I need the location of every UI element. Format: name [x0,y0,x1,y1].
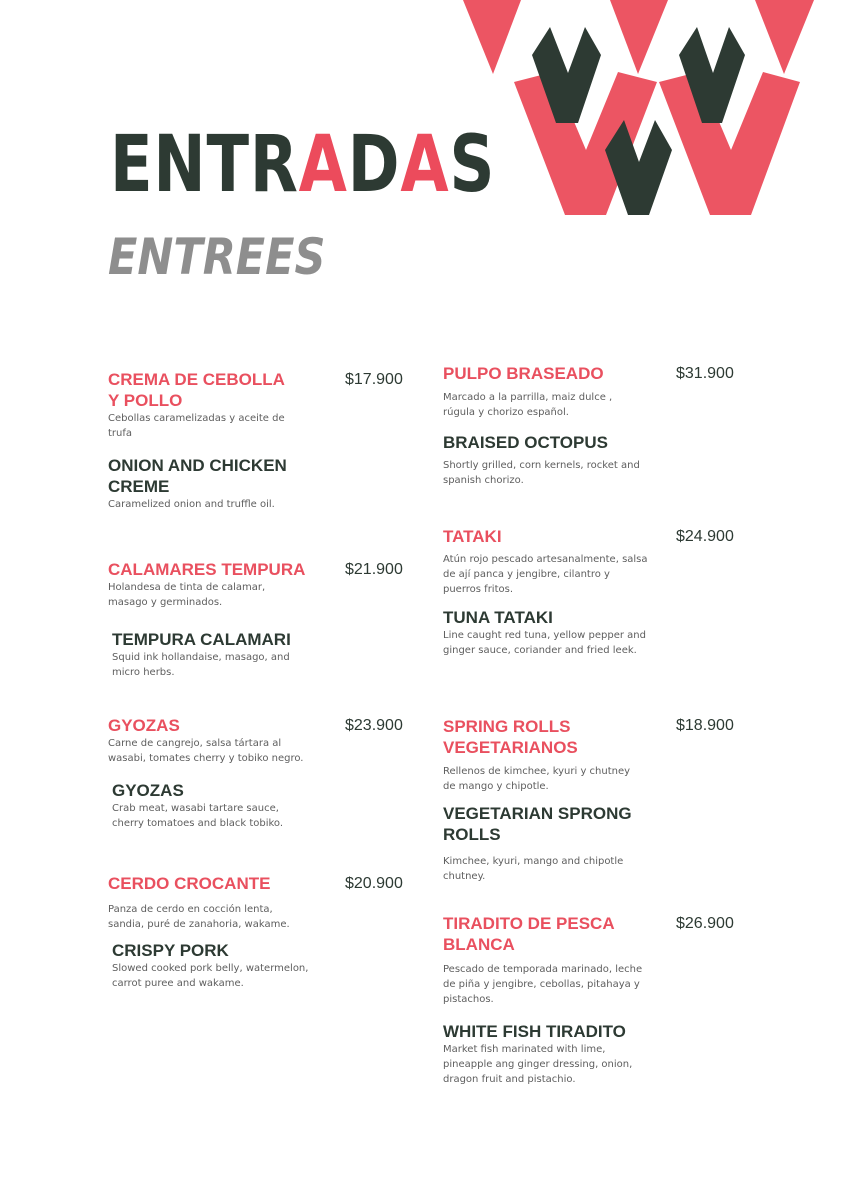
dish-price: $23.900 [345,717,403,734]
page-title-english: ENTREES [108,228,326,286]
dish-description-en: Market fish marinated with lime, pineapple ang ginger dressing, onion, dragon fruit and pistachio. [443,1044,633,1085]
dish-description-en: Line caught red tuna, yellow pepper and ginger sauce, coriander and fried leek. [443,630,646,656]
dish-name-es: GYOZAS [108,716,180,735]
dish-description-es: Cebollas caramelizadas y aceite de trufa [108,413,285,439]
dish-description-en: Crab meat, wasabi tartare sauce, cherry tomatoes and black tobiko. [112,803,284,829]
dish-price: $18.900 [676,717,734,734]
dish-description-es: Pescado de temporada marinado, leche de piña y jengibre, cebollas, pitahaya y pistachos. [443,964,643,1005]
dish-name-en: GYOZAS [112,781,184,800]
dish-description-en: Caramelized onion and truffle oil. [108,499,275,510]
dish-price: $31.900 [676,365,734,382]
dish-description-es: Panza de cerdo en cocción lenta, sandia, puré de zanahoria, wakame. [108,904,290,930]
dish-name-es: TIRADITO DE PESCA BLANCA [443,914,614,954]
dish-price: $20.900 [345,875,403,892]
dish-name-en: ONION AND CHICKEN CREME [108,456,287,496]
dish-name-en: TUNA TATAKI [443,608,553,627]
dish-description-es: Rellenos de kimchee, kyuri y chutney de mango y chipotle. [443,766,631,792]
dish-name-en: BRAISED OCTOPUS [443,433,608,452]
dish-price: $17.900 [345,371,403,388]
dish-name-en: VEGETARIAN SPRONG ROLLS [443,804,632,844]
menu-item-tiradito [443,913,743,1087]
dish-price: $21.900 [345,561,403,578]
dish-description-es: Holandesa de tinta de calamar, masago y germinados. [108,582,266,608]
dish-price: $26.900 [676,915,734,932]
dish-name-es: CALAMARES TEMPURA [108,560,306,579]
menu-item-spring-rolls [443,716,743,884]
dish-description-en: Slowed cooked pork belly, watermelon, carrot puree and wakame. [112,963,309,989]
dish-description-en: Shortly grilled, corn kernels, rocket and spanish chorizo. [443,460,640,486]
dish-price: $24.900 [676,528,734,545]
dish-description-es: Carne de cangrejo, salsa tártara al wasabi, tomates cherry y tobiko negro. [108,738,304,764]
dish-description-en: Squid ink hollandaise, masago, and micro herbs. [112,652,290,678]
dish-name-es: PULPO BRASEADO [443,364,604,383]
page-title-spanish: ENTRADAS [110,120,496,210]
dish-name-en: WHITE FISH TIRADITO [443,1022,626,1041]
dish-name-en: TEMPURA CALAMARI [112,630,291,649]
dish-name-es: CERDO CROCANTE [108,874,271,893]
dish-name-es: CREMA DE CEBOLLA Y POLLO [108,370,285,410]
dish-name-es: SPRING ROLLS VEGETARIANOS [443,717,578,757]
dish-name-es: TATAKI [443,527,502,546]
menu-item-crema-de-cebolla [108,369,408,512]
dish-name-en: CRISPY PORK [112,941,229,960]
dish-description-en: Kimchee, kyuri, mango and chipotle chutney. [443,856,624,882]
dish-description-es: Atún rojo pescado artesanalmente, salsa de ají panca y jengibre, cilantro y puerros fritos. [443,554,648,595]
dish-description-es: Marcado a la parrilla, maiz dulce , rúgula y chorizo español. [443,392,613,418]
